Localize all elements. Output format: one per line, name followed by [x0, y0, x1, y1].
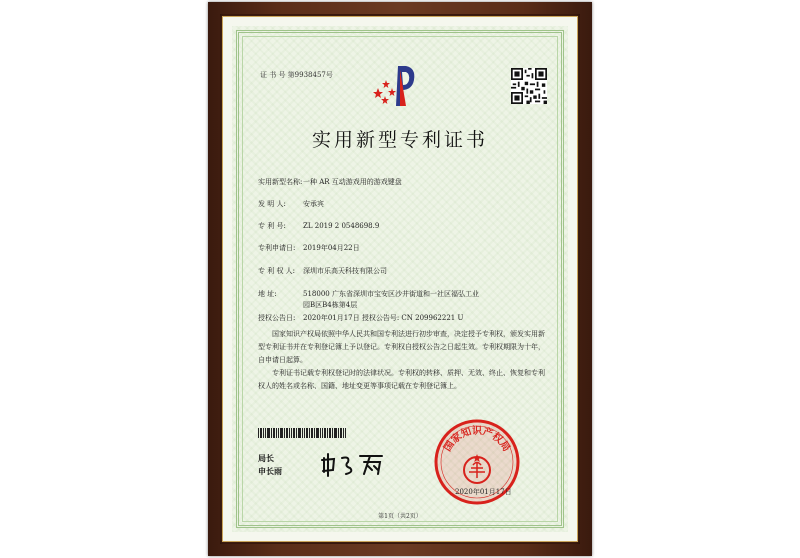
field-grant-date [258, 313, 463, 323]
field-utility-name [258, 177, 402, 187]
field-label: 实用新型名称: [258, 178, 303, 186]
field-patentee [258, 266, 387, 276]
signature-icon [320, 450, 390, 478]
field-label: 专 利 号: [258, 222, 286, 230]
field-value: 2019年04月22日 [303, 244, 360, 252]
seal-text: 国家知识产权局 [442, 426, 512, 454]
address-line-2: 园B区B4栋第4层 [303, 301, 358, 309]
field-label: 专 利 权 人: [258, 267, 296, 275]
qr-code-icon [511, 68, 547, 104]
field-label: 地 址: [258, 290, 277, 298]
director-title: 局长 [258, 453, 274, 463]
field-label: 授权公告日: [258, 314, 296, 322]
patent-office-logo-icon [370, 60, 430, 110]
field-value: 518000 广东省深圳市宝安区沙井街道和一社区福弘工业 [303, 290, 479, 298]
field-address [258, 289, 479, 299]
field-application-date [258, 243, 360, 253]
field-value: 2020年01月17日 授权公告号: CN 209962221 U [303, 314, 464, 322]
field-label: 发 明 人: [258, 200, 286, 208]
legal-status-paragraph: 专利证书记载专利权登记时的法律状况。专利权的转移、质押、无效、终止、恢复和专利权人的姓名或名称、国籍、地址变更等事项记载在专利登记簿上。 [258, 369, 545, 390]
barcode-icon [258, 428, 346, 438]
grant-statement-paragraph: 国家知识产权局依照中华人民共和国专利法进行初步审查，决定授予专利权，颁发实用新型专利证书并在专利登记簿上予以登记。专利权自授权公告之日起生效。专利权期限为十年，自申请日起算。 [258, 330, 545, 364]
field-inventor [258, 199, 324, 209]
certificate-number: 证 书 号 第9938457号 [260, 71, 333, 79]
field-label: 专利申请日: [258, 244, 296, 252]
field-value: ZL 2019 2 0548698.9 [303, 222, 380, 230]
page-footer: 第1页（共2页） [378, 513, 422, 520]
certificate-title: 实用新型专利证书 [311, 129, 488, 151]
field-value: 深圳市乐高天科技有限公司 [303, 267, 387, 275]
director-name: 申长雨 [258, 466, 282, 476]
field-patent-number [258, 221, 379, 231]
seal-date: 2020年01月17日 [455, 488, 512, 496]
field-value: 一种 AR 互动游戏用的游戏键盘 [303, 178, 402, 186]
field-value: 安承宾 [303, 200, 324, 208]
